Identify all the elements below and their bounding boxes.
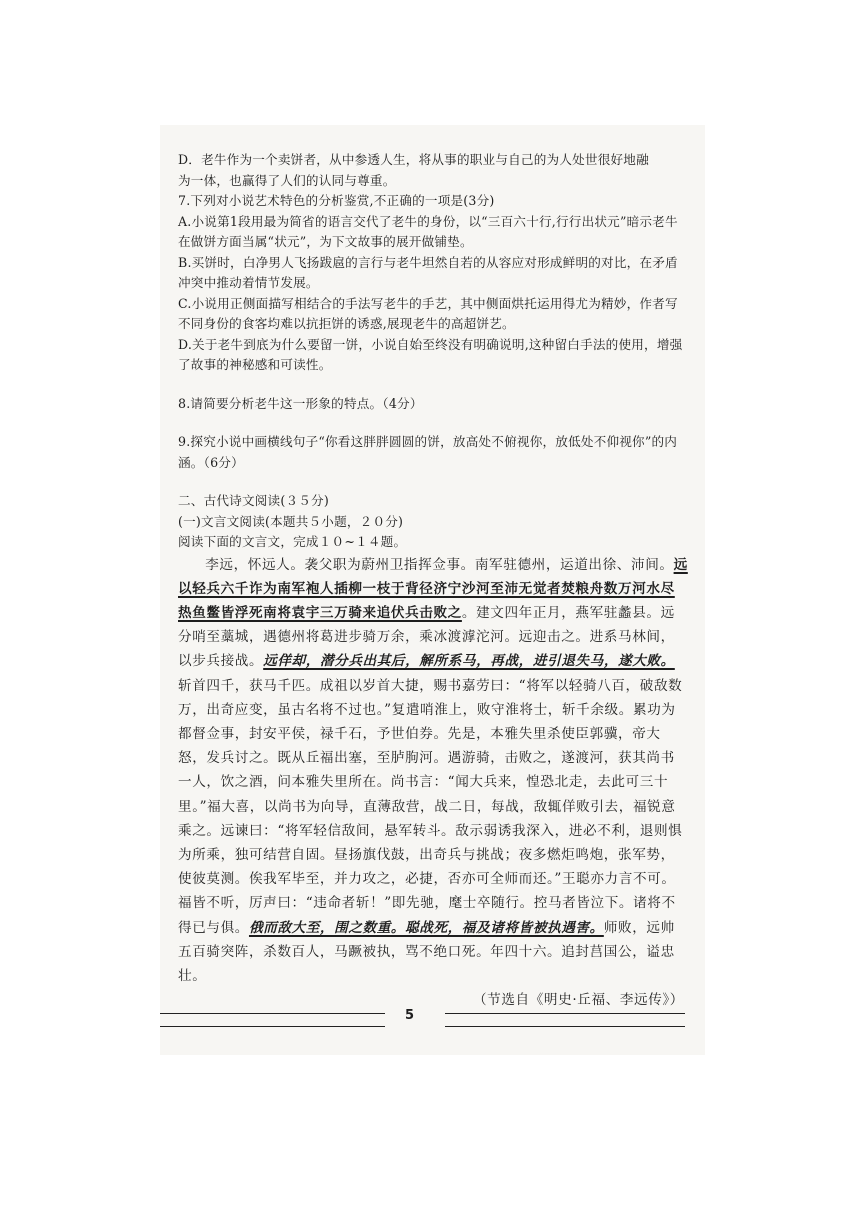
- footer-rule-left-top: [160, 1013, 385, 1014]
- passage-text-4: 师败，远帅五百骑突阵，杀数百人，马蹶被执，骂不绝口死。年四十六。追封莒国公，谥忠壮。: [178, 919, 675, 984]
- section-subtitle: (一)文言文阅读(本题共５小题，２０分): [178, 513, 404, 529]
- underlined-sentence-3: 俄而敌大至，围之数重。聪战死，福及诸将皆被执遇害。: [248, 919, 604, 936]
- question-8: 8.请简要分析老牛这一形象的特点。（4分）: [178, 395, 423, 411]
- passage-source: （节选自《明史·丘福、李远传》）: [472, 992, 684, 1009]
- reading-instruction: 阅读下面的文言文，完成１０~１４题。: [178, 534, 407, 549]
- underlined-sentence-1: 远以轻兵六千诈为南军袍人插柳一枝于背径济宁沙河至沛无觉者焚粮舟数万河水尽热鱼鳖皆浮死南将袁宇三万骑来追伏兵击败之: [178, 556, 688, 621]
- classical-passage: [178, 553, 688, 989]
- question-7-option-a: A.小说第1段用最为简省的语言交代了老牛的身份，以“三百六十行,行行出状元”暗示老牛在做饼方面当属“状元”，为下文故事的展开做铺垫。: [178, 213, 678, 249]
- passage-text-2: 。建文四年正月，燕军驻蠡县。远分哨至藁城，遇德州将葛进步骑万余，乘冰渡滹沱河。远迎击之。进系马林间，以步兵接战。: [178, 604, 675, 670]
- passage-text-1: 李远，怀远人。袭父职为蔚州卫指挥佥事。南军驻德州，运道出徐、沛间。: [205, 556, 674, 573]
- question-9: 9.探究小说中画横线句子“你看这胖胖圆圆的饼，放高处不俯视你，放低处不仰视你”的内涵。（6分）: [178, 434, 678, 470]
- page-footer: [160, 1008, 705, 1048]
- passage-text-3: 斩首四千，获马千匹。成祖以岁首大捷，赐书嘉劳曰：“将军以轻骑八百，破敌数万，出奇应变，虽古名将不过也。”复遣哨淮上，败守淮将士，斩千余级。累功为都督佥事，封安平侯，禄千石，予世伯券。先是，本雅失里杀使臣郭骥，帝大怒，发兵讨之。既从丘福出塞，至胪朐河。遇游骑，击败之，遂渡河，获其尚书一人，饮之酒，问本雅失里所在。尚书言：“闻大兵来，惶恐北走，去此可三十里。”福大喜，以尚书为向导，直薄敌营，战二日，每战，敌辄佯败引去，福锐意乘之。远谏曰：“将军轻信敌间，悬军转斗。敌示弱诱我深入，进必不利，退则惧为所乘，独可结营自固。昼扬旗伐鼓，出奇兵与挑战；夜多燃炬鸣炮，张军势，使彼莫测。俟我军毕至，并力攻之，必捷，否亦可全师而还。”王聪亦力言不可。福皆不听，厉声曰：“违命者斩！”即先驰，麾士卒随行。控马者皆泣下。诸将不得已与俱。: [178, 677, 683, 936]
- page-number: 5: [405, 1008, 415, 1023]
- footer-rule-right-bottom: [445, 1026, 685, 1027]
- question-7-option-d: D.关于老牛到底为什么要留一饼，小说自始至终没有明确说明,这种留白手法的使用，增强了故事的神秘感和可读性。: [178, 336, 683, 372]
- exam-content: [178, 150, 688, 1012]
- underlined-sentence-2: 远佯却，潜分兵出其后，解所系马，再战，进引退失马，遂大败。: [263, 653, 675, 670]
- footer-rule-left-bottom: [160, 1026, 385, 1027]
- question-7-stem: 7.下列对小说艺术特色的分析鉴赏,不正确的一项是(3分): [178, 193, 495, 208]
- question-7-option-c: C.小说用正侧面描写相结合的手法写老牛的手艺，其中侧面烘托运用得尤为精妙，作者写不同身份的食客均难以抗拒饼的诱惑,展现老牛的高超饼艺。: [178, 295, 678, 331]
- footer-rule-right-top: [445, 1013, 685, 1014]
- option-d-line2: 为一体，也赢得了人们的认同与尊重。: [178, 172, 396, 188]
- option-d-line1: D．老牛作为一个卖饼者，从中参透人生，将从事的职业与自己的为人处世很好地融: [178, 152, 649, 167]
- question-7-option-b: B.买饼时，白净男人飞扬跋扈的言行与老牛坦然自若的从容应对形成鲜明的对比，在矛盾冲突中推动着情节发展。: [178, 254, 678, 290]
- section-title: 二、古代诗文阅读(３５分): [178, 493, 329, 508]
